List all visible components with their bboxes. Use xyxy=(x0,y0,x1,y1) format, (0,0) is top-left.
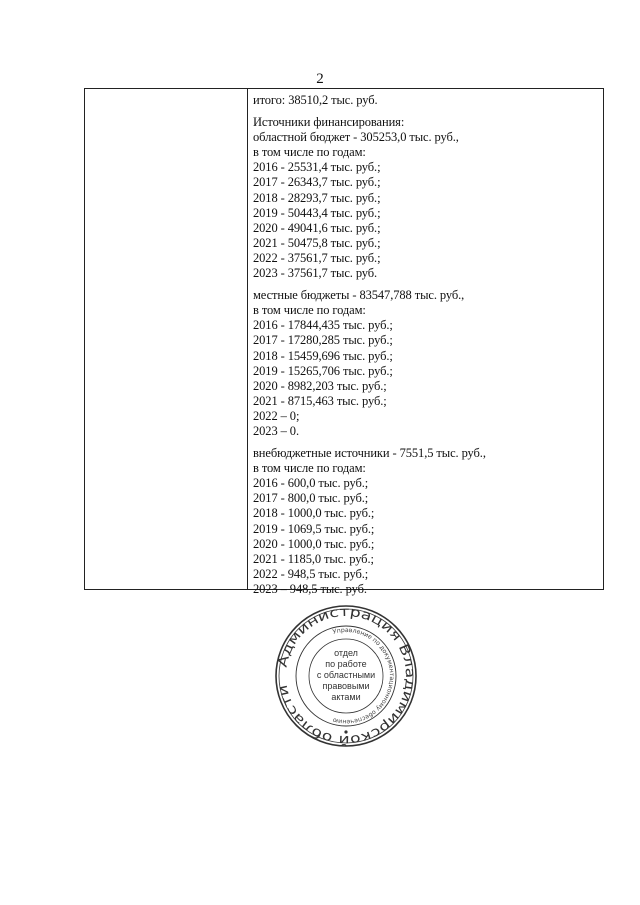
local-row: 2016 - 17844,435 тыс. руб.; xyxy=(253,318,393,333)
regional-row: 2016 - 25531,4 тыс. руб.; xyxy=(253,160,381,175)
regional-row: 2020 - 49041,6 тыс. руб.; xyxy=(253,220,381,235)
regional-by-years-label: в том числе по годам: xyxy=(253,145,366,160)
extrabudgetary-by-years-label: в том числе по годам: xyxy=(253,461,366,476)
extrabudgetary-row: 2021 - 1185,0 тыс. руб.; xyxy=(253,551,374,566)
regional-row: 2018 - 28293,7 тыс. руб.; xyxy=(253,190,381,205)
regional-budget-block xyxy=(253,115,598,281)
regional-row: 2019 - 50443,4 тыс. руб.; xyxy=(253,205,381,220)
local-row: 2020 - 8982,203 тыс. руб.; xyxy=(253,378,387,393)
right-cell xyxy=(253,93,598,597)
seal-center-line-2: по работе xyxy=(325,659,367,669)
extrabudgetary-row: 2016 - 600,0 тыс. руб.; xyxy=(253,476,369,491)
local-row: 2019 - 15265,706 тыс. руб.; xyxy=(253,363,393,378)
local-row: 2017 - 17280,285 тыс. руб.; xyxy=(253,333,393,348)
financing-table xyxy=(84,88,604,596)
local-budgets-block xyxy=(253,288,598,439)
seal-bottom-dot xyxy=(344,730,347,733)
local-by-years-label: в том числе по годам: xyxy=(253,303,366,318)
regional-row: 2022 - 37561,7 тыс. руб.; xyxy=(253,250,381,265)
total-block xyxy=(253,93,598,108)
seal-center-line-5: актами xyxy=(331,692,361,702)
extrabudgetary-row: 2017 - 800,0 тыс. руб.; xyxy=(253,491,369,506)
seal-center-line-4: правовыми xyxy=(322,681,370,691)
column-divider xyxy=(247,89,248,589)
extrabudgetary-row: 2019 - 1069,5 тыс. руб.; xyxy=(253,521,375,536)
regional-row: 2021 - 50475,8 тыс. руб.; xyxy=(253,235,381,250)
regional-row: 2017 - 26343,7 тыс. руб.; xyxy=(253,175,381,190)
page-number: 2 xyxy=(316,71,324,87)
local-row: 2021 - 8715,463 тыс. руб.; xyxy=(253,393,387,408)
seal-inner-text-path: Управление по документационному обеспечению xyxy=(332,626,396,726)
local-budgets-title: местные бюджеты - 83547,788 тыс. руб., xyxy=(253,288,465,303)
extrabudgetary-row: 2023 – 948,5 тыс. руб. xyxy=(253,581,367,596)
regional-budget-title: областной бюджет - 305253,0 тыс. руб., xyxy=(253,130,459,145)
extrabudgetary-row: 2022 - 948,5 тыс. руб.; xyxy=(253,566,369,581)
financing-heading: Источники финансирования: xyxy=(253,115,405,130)
extrabudgetary-row: 2020 - 1000,0 тыс. руб.; xyxy=(253,536,375,551)
regional-row: 2023 - 37561,7 тыс. руб. xyxy=(253,266,378,281)
seal-outer-text-path: Администрация Владимирской области xyxy=(275,604,418,748)
total-line: итого: 38510,2 тыс. руб. xyxy=(253,93,378,107)
official-seal xyxy=(274,604,418,748)
extrabudgetary-row: 2018 - 1000,0 тыс. руб.; xyxy=(253,506,375,521)
seal-graphic xyxy=(274,604,418,748)
extrabudgetary-title: внебюджетные источники - 7551,5 тыс. руб., xyxy=(253,446,486,461)
local-row: 2018 - 15459,696 тыс. руб.; xyxy=(253,348,393,363)
extrabudgetary-block xyxy=(253,446,598,597)
local-row: 2023 – 0. xyxy=(253,423,299,438)
local-row: 2022 – 0; xyxy=(253,408,300,423)
seal-center-line-1: отдел xyxy=(334,648,358,658)
seal-center-line-3: с областными xyxy=(316,670,376,680)
